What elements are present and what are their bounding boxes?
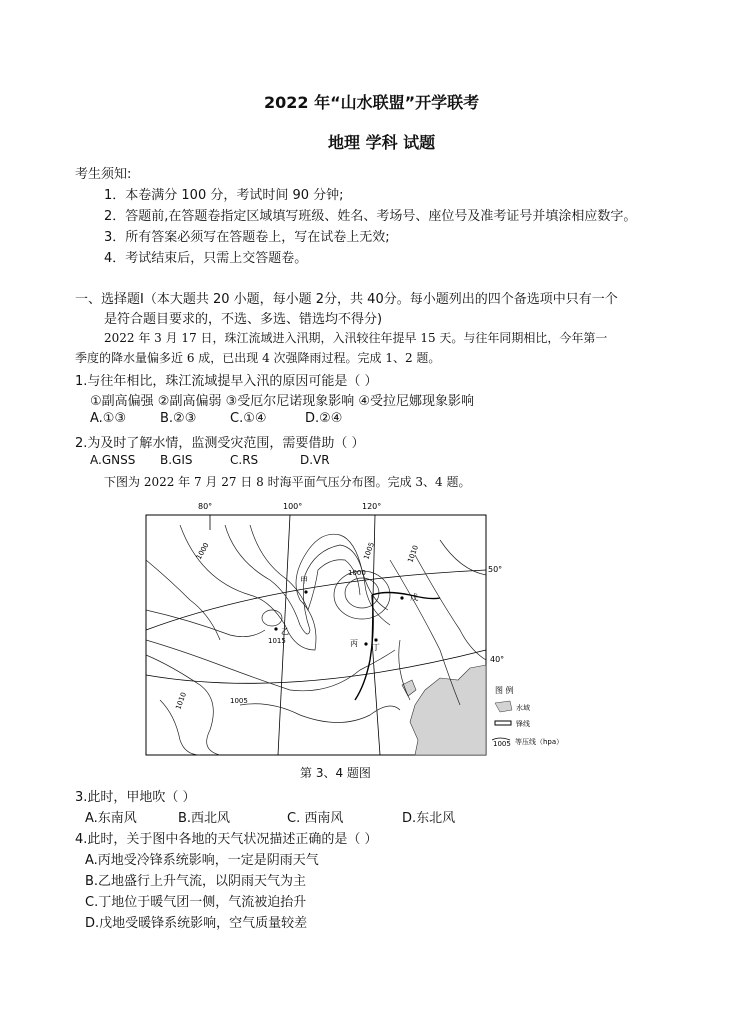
legend-title: 图 例 <box>495 686 514 695</box>
option-c: C. 西南风 <box>287 811 344 826</box>
option-b: B.②③ <box>160 411 197 426</box>
option-b: B.GIS <box>160 453 193 467</box>
option-d: D.东北风 <box>402 811 456 826</box>
figure-caption: 第 3、4 题图 <box>300 766 371 780</box>
exam-title: 2022 年“山水联盟”开学联考 <box>264 93 480 112</box>
intro-text: 2022 年 3 月 17 日，珠江流域进入汛期，入汛较往年提早 15 天。与往年同期相比，今年第一 <box>104 331 608 345</box>
place-dot <box>274 627 277 630</box>
pressure-map <box>140 500 600 760</box>
question-1-stem: 1.与往年相比，珠江流域提早入汛的原因可能是（ ） <box>75 374 378 389</box>
place-dot <box>400 596 403 599</box>
place-dot <box>364 642 367 645</box>
option-d: D.②④ <box>305 411 343 426</box>
isobar-label: 1010 <box>406 544 420 564</box>
option-c: C.RS <box>230 453 259 467</box>
legend-water-swatch <box>495 701 512 712</box>
option-c: C.丁地位于暖气团一侧，气流被迫抬升 <box>85 895 307 910</box>
legend-front-swatch <box>495 721 511 725</box>
map-intro: 下图为 2022 年 7 月 27 日 8 时海平面气压分布图。完成 3、4 题。 <box>104 475 471 489</box>
lon-label: 120° <box>362 502 382 511</box>
option-a: A.东南风 <box>85 811 137 826</box>
legend-water: 水域 <box>516 704 530 712</box>
legend-isobar-value: 1005 <box>493 740 511 748</box>
option-a: A.GNSS <box>90 453 136 467</box>
option-a: A.丙地受冷锋系统影响，一定是阴雨天气 <box>85 853 319 868</box>
isobar-label: 1005 <box>230 697 248 705</box>
legend-front: 锋线 <box>516 720 530 728</box>
place-jia: 甲 <box>300 576 308 585</box>
notice-item: 4．考试结束后，只需上交答题卷。 <box>104 251 308 266</box>
place-dot <box>304 590 307 593</box>
option-a: A.①③ <box>90 411 127 426</box>
isobar-label: 1015 <box>268 637 286 645</box>
option-d: D.VR <box>300 453 330 467</box>
place-bing: 丙 <box>350 639 358 648</box>
section-heading: 一、选择题Ⅰ（本大题共 20 小题，每小题 2分，共 40分。每小题列出的四个备选项中只有一个 <box>75 292 618 307</box>
notice-item: 2．答题前,在答题卷指定区域填写班级、姓名、考场号、座位号及准考证号并填涂相应数字。 <box>104 209 637 224</box>
option-b: B.西北风 <box>178 811 231 826</box>
question-3-stem: 3.此时，甲地吹（ ） <box>75 790 196 805</box>
legend-isobar: 等压线（hpa） <box>515 738 564 746</box>
isobar-label: 1000 <box>348 569 366 577</box>
lat-label: 50° <box>488 565 503 574</box>
place-dot <box>374 638 377 641</box>
section-heading-cont: 是符合题目要求的，不选、多选、错选均不得分) <box>104 312 383 327</box>
place-yi: 乙 <box>281 627 289 636</box>
option-d: D.戊地受暖锋系统影响，空气质量较差 <box>85 916 308 931</box>
question-2-stem: 2.为及时了解水情，监测受灾范围，需要借助（ ） <box>75 436 365 451</box>
isobar-label: 1005 <box>362 541 376 561</box>
place-wu: 戊 <box>410 593 418 602</box>
lon-label: 100° <box>283 502 303 511</box>
map-legend <box>492 685 563 748</box>
lon-label: 80° <box>198 502 213 511</box>
intro-text: 季度的降水量偏多近 6 成，已出现 4 次强降雨过程。完成 1、2 题。 <box>75 351 441 365</box>
option-c: C.①④ <box>230 411 267 426</box>
question-4-stem: 4.此时，关于图中各地的天气状况描述正确的是（ ） <box>75 832 378 847</box>
isobar-label: 1010 <box>174 691 188 711</box>
question-1-statements: ①副高偏强 ②副高偏弱 ③受厄尔尼诺现象影响 ④受拉尼娜现象影响 <box>90 394 475 409</box>
notice-item: 3．所有答案必须写在答题卷上，写在试卷上无效; <box>104 230 390 245</box>
notice-item: 1．本卷满分 100 分，考试时间 90 分钟; <box>104 188 344 203</box>
place-ding: 丁 <box>372 643 380 652</box>
exam-subtitle: 地理 学科 试题 <box>328 133 436 152</box>
option-b: B.乙地盛行上升气流，以阴雨天气为主 <box>85 874 307 889</box>
lat-label: 40° <box>490 655 505 664</box>
isobar-label: 1000 <box>194 541 211 561</box>
notice-heading: 考生须知: <box>75 167 132 182</box>
